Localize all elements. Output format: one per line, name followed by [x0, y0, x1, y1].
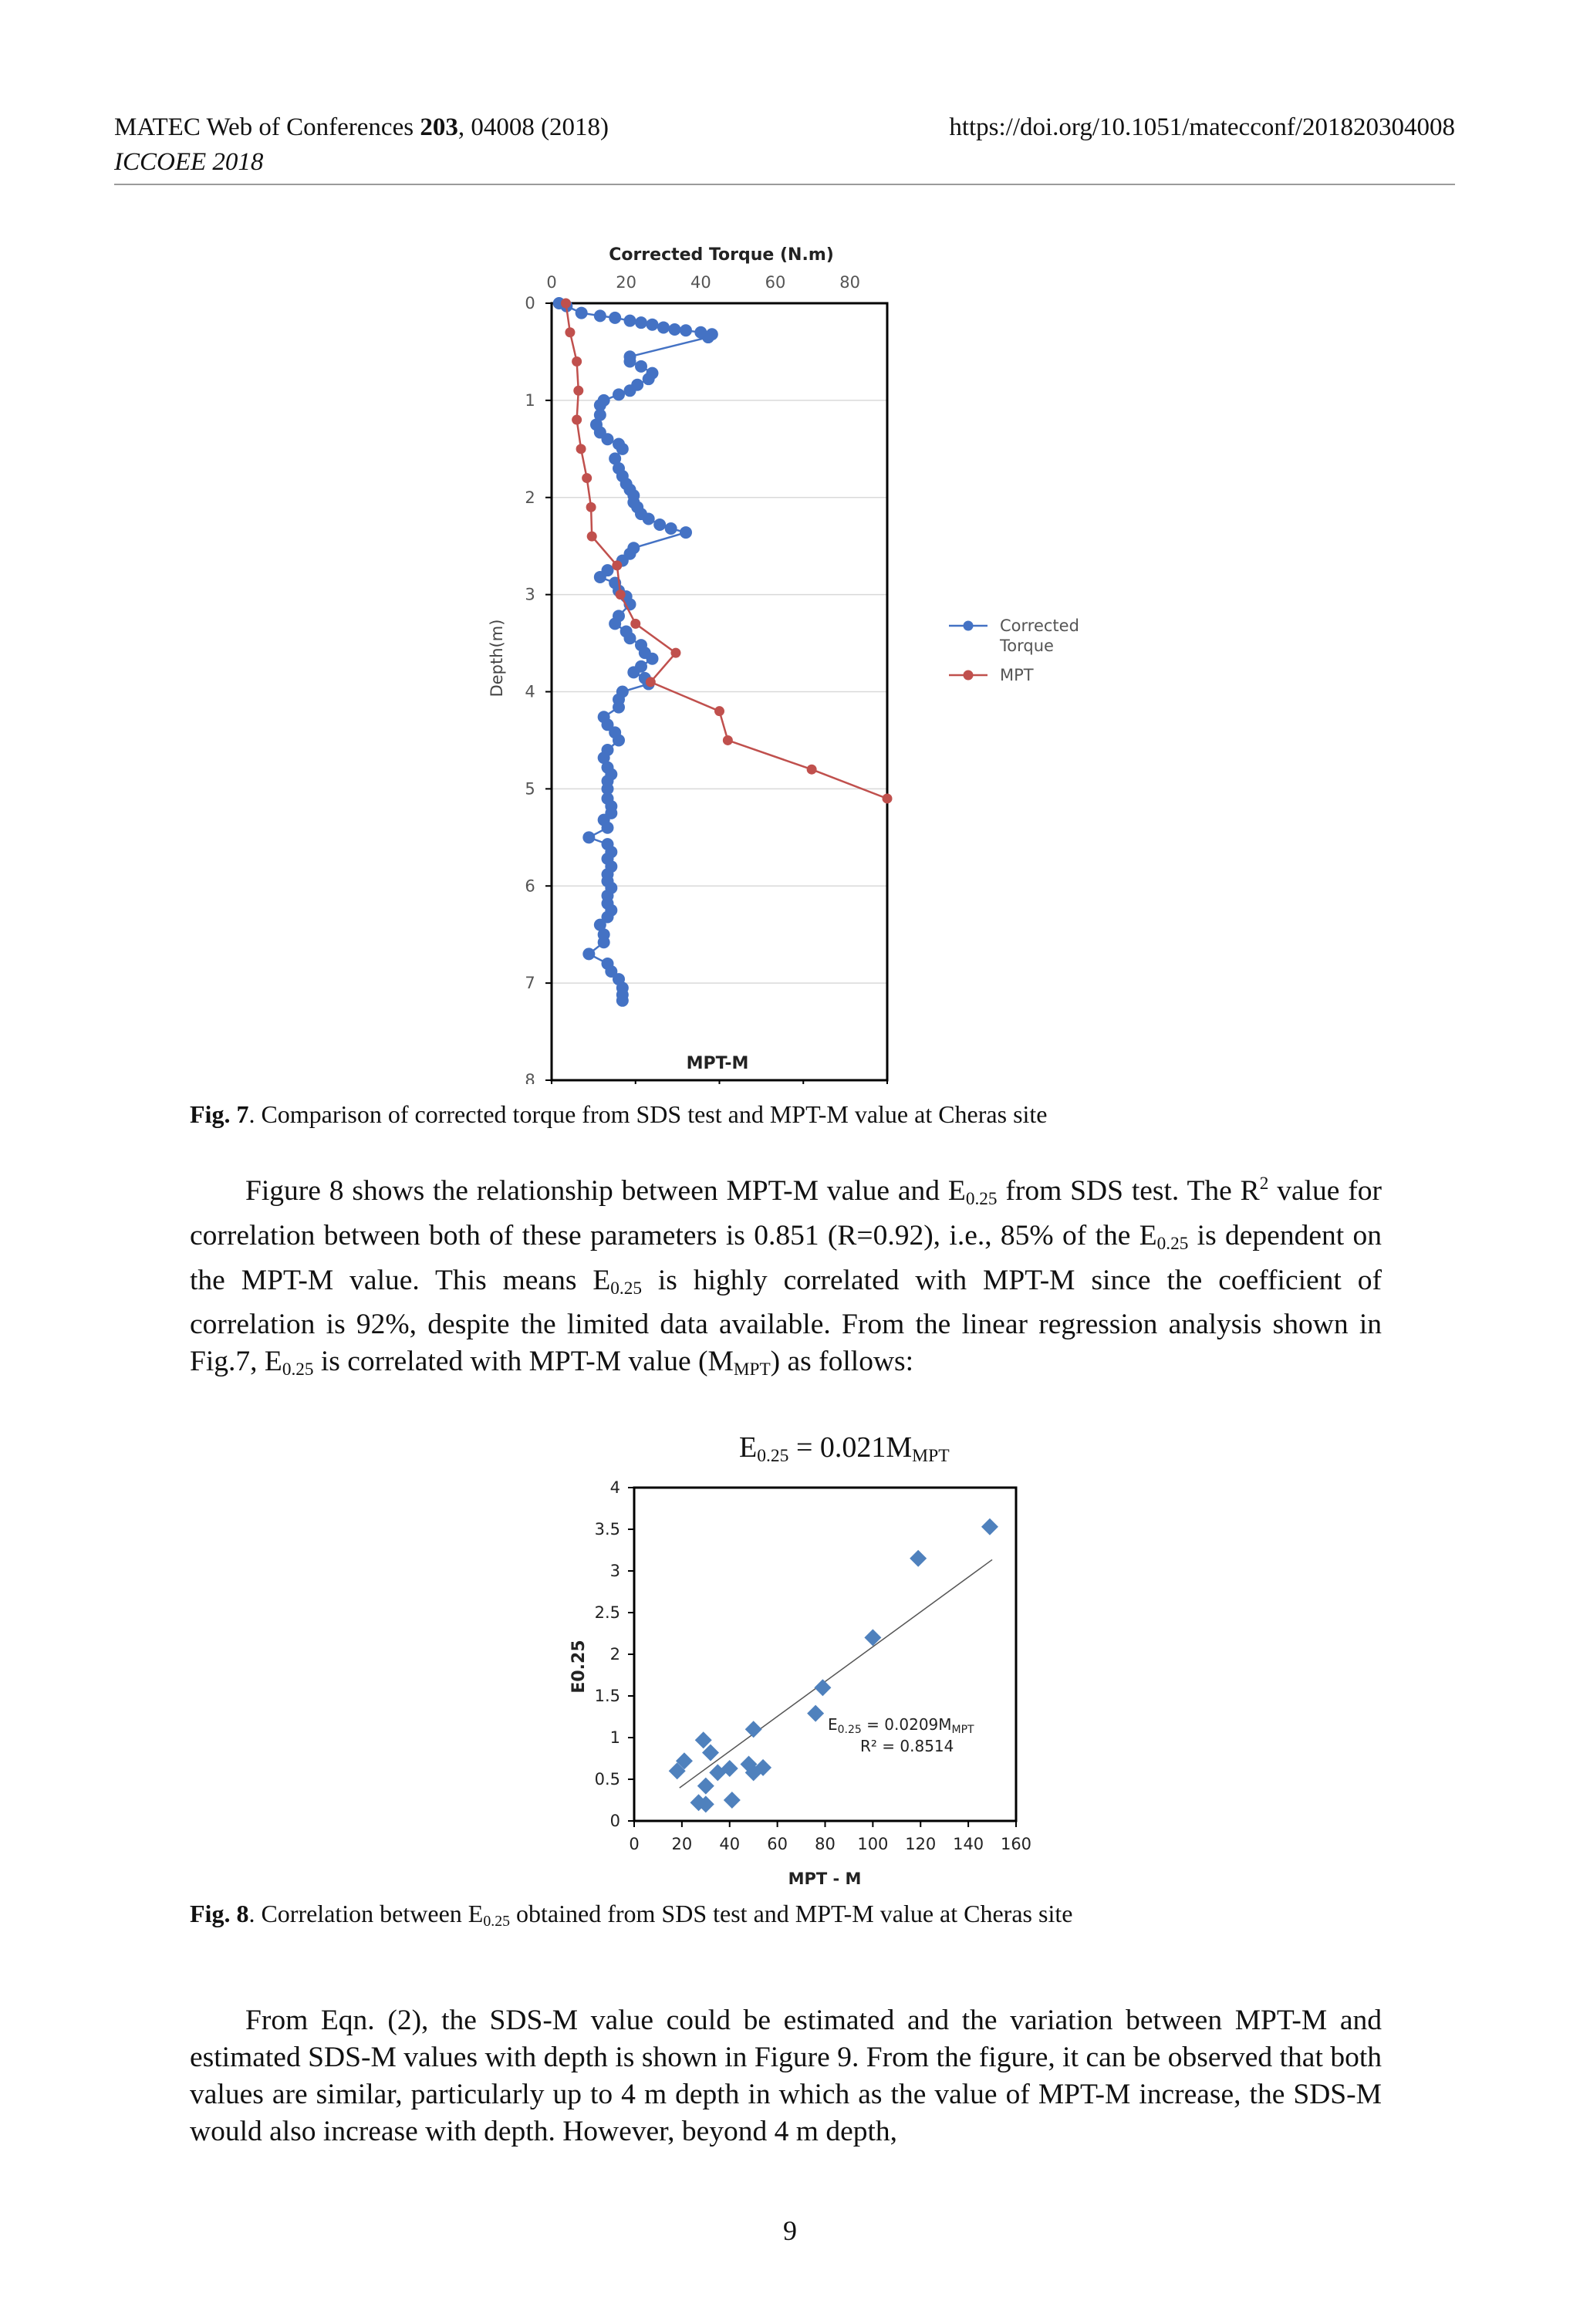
fig7-torque-point [613, 701, 625, 714]
fig7-mpt-point [807, 765, 817, 775]
fig8-x-tick-label: 140 [953, 1835, 984, 1853]
fig7-torque-line [559, 303, 712, 1001]
fig8-tick-labels [595, 1478, 1031, 1853]
fig8-y-tick-label: 3 [609, 1562, 620, 1580]
fig7-torque-point [594, 571, 606, 583]
figure-7 [478, 235, 1126, 1088]
fig8-y-tick-label: 3.5 [594, 1520, 620, 1539]
fig7-torque-point [609, 617, 621, 630]
fig7-torque-point [576, 307, 588, 319]
fig7-torque-point [669, 323, 681, 336]
fig7-top-axis-title: Corrected Torque (N.m) [609, 245, 834, 265]
fig7-torque-point [624, 315, 636, 327]
fig7-mpt-line [566, 303, 888, 799]
fig7-torque-point [647, 319, 659, 331]
fig7-mpt-point [723, 735, 733, 745]
fig7-y-tick-label: 2 [525, 488, 535, 507]
fig7-mpt-point [572, 415, 582, 425]
fig7-torque-point [702, 331, 714, 343]
fig8-x-tick-label: 0 [629, 1835, 640, 1853]
fig7-legend-label: MPT [1000, 666, 1034, 684]
fig8-y-tick-label: 0.5 [594, 1770, 620, 1789]
fig7-torque-point [624, 356, 636, 368]
fig7-mpt-point [883, 793, 893, 803]
fig8-x-tick-label: 20 [671, 1835, 693, 1853]
fig7-series-group [553, 297, 893, 1007]
fig7-torque-point [680, 324, 692, 336]
fig7-y-axis-title: Depth(m) [488, 619, 506, 698]
page-number: 9 [783, 2215, 797, 2246]
fig7-mpt-point [573, 386, 583, 396]
doi-link[interactable]: https://doi.org/10.1051/matecconf/201820304008 [949, 113, 1455, 141]
fig8-data-point [745, 1721, 762, 1738]
fig8-caption: Fig. 8. Correlation between $E_{0.25}$ obtained from SDS test and MPT-M value at Cheras site [190, 1900, 1073, 1930]
fig7-top-tick-label: 60 [765, 273, 786, 292]
fig7-top-tick-label: 40 [690, 273, 711, 292]
fig7-caption: Fig. 7. Comparison of corrected torque from SDS test and MPT-M value at Cheras site [190, 1100, 1048, 1128]
fig7-y-tick-label: 1 [525, 390, 535, 410]
fig8-y-tick-label: 1 [609, 1728, 620, 1747]
fig8-data-point [864, 1629, 881, 1646]
fig8-data-point [814, 1679, 831, 1696]
fig7-torque-point [680, 526, 692, 539]
fig7-torque-point [616, 995, 629, 1007]
fig7-mpt-point [646, 677, 656, 687]
fig7-torque-point [627, 666, 640, 678]
fig8-y-axis-title: E0.25 [569, 1640, 589, 1694]
fig7-torque-point [613, 734, 625, 746]
fig8-x-tick-label: 160 [1000, 1835, 1032, 1853]
equation-2: $E_{0.25} = 0.021M_{MPT}$ [739, 1431, 950, 1466]
fig7-legend [949, 616, 1079, 684]
fig7-bottom-axis-title: MPT-M [686, 1054, 749, 1073]
fig7-torque-point [653, 519, 666, 531]
fig8-data-point [807, 1705, 824, 1722]
fig8-x-tick-label: 120 [905, 1835, 937, 1853]
fig7-legend-marker [964, 671, 974, 681]
fig7-torque-point [602, 433, 614, 445]
fig7-y-tick-label: 4 [525, 682, 535, 701]
paragraph-1: Figure 8 shows the relationship between MPT-M value and $E_{0.25}$ from SDS test. The $R^2$ value for correlation between both of these parameters is 0.851 (R=0.92), i.e., 85% of the $E_{0.25}$ is dependent on the MPT-M value. This means $E_{0.25}$ is highly correlated with MPT-M since the coefficient of correlation is 92%, despite the limited data available. From the linear regression analysis shown in Fig.7, $E_{0.25}$ is correlated with MPT-M value $(M_{MPT})$ as follows: [190, 1174, 1382, 1380]
running-header-conference: ICCOEE 2018 [114, 148, 264, 176]
fig7-mpt-point [565, 327, 575, 337]
fig8-data-point [697, 1778, 714, 1795]
fig7-mpt-point [616, 589, 626, 600]
fig7-mpt-point [714, 706, 724, 716]
header-rule [114, 184, 1455, 185]
fig8-data-point [910, 1550, 927, 1567]
fig8-data-point [981, 1518, 998, 1535]
fig7-mpt-point [587, 532, 597, 542]
fig8-equation-annotation: $E_{0.25} = 0.0209M_{MPT}$ [828, 1715, 974, 1736]
fig8-points-group [669, 1518, 998, 1813]
figure-8 [552, 1466, 1045, 1902]
fig7-mpt-point [561, 299, 571, 309]
fig7-mpt-point [612, 560, 622, 570]
fig7-y-tick-label: 8 [525, 1071, 535, 1084]
fig7-mpt-point [576, 444, 586, 454]
fig7-y-tick-label: 6 [525, 877, 535, 896]
fig8-y-tick-label: 1.5 [594, 1687, 620, 1705]
fig7-torque-point [594, 309, 606, 322]
fig8-x-tick-label: 40 [719, 1835, 741, 1853]
fig8-y-tick-label: 4 [609, 1478, 620, 1497]
fig7-torque-point [624, 632, 636, 644]
fig7-torque-point [665, 522, 677, 535]
fig7-mpt-point [572, 356, 582, 367]
fig7-mpt-point [582, 473, 592, 483]
fig7-torque-point [613, 388, 625, 400]
fig7-top-tick-label: 0 [546, 273, 557, 292]
fig7-mpt-point [670, 648, 680, 658]
fig8-y-tick-label: 0 [609, 1812, 620, 1830]
fig7-y-tick-label: 3 [525, 585, 535, 604]
fig7-torque-point [647, 653, 659, 665]
fig7-legend-marker [964, 621, 974, 631]
fig7-mpt-point [586, 502, 596, 512]
fig8-y-tick-label: 2.5 [594, 1603, 620, 1622]
fig7-torque-point [598, 936, 610, 948]
fig7-torque-point [624, 384, 636, 397]
fig8-x-tick-label: 60 [767, 1835, 788, 1853]
fig7-chart [478, 235, 1126, 1084]
fig7-torque-point [616, 443, 629, 455]
fig7-torque-point [643, 512, 655, 525]
fig8-data-point [724, 1792, 741, 1809]
paragraph-2: From Eqn. (2), the SDS-M value could be estimated and the variation between MPT-M and estimated SDS-M values with depth is shown in Figure 9. From the figure, it can be observed that both values are similar, particularly up to 4 m depth in which as the value of MPT-M increase, the SDS-M would also increase with depth. However, beyond 4 m depth, [190, 2005, 1382, 2147]
fig7-torque-point [582, 831, 595, 843]
fig7-mpt-point [630, 619, 640, 629]
fig7-torque-point [657, 321, 670, 333]
running-header-journal: MATEC Web of Conferences 203, 04008 (2018) [114, 113, 609, 141]
fig8-x-tick-label: 80 [815, 1835, 836, 1853]
fig7-y-tick-label: 7 [525, 974, 535, 993]
fig7-torque-point [582, 948, 595, 960]
fig7-y-tick-label: 0 [525, 294, 535, 312]
fig7-y-tick-label: 5 [525, 779, 535, 799]
fig7-torque-point [602, 822, 614, 834]
fig7-torque-point [635, 316, 647, 329]
fig8-x-tick-label: 100 [857, 1835, 889, 1853]
fig8-y-tick-label: 2 [609, 1645, 620, 1664]
fig7-torque-point [643, 373, 655, 385]
fig8-r2-annotation: R² = 0.8514 [860, 1737, 954, 1755]
fig7-torque-point [609, 312, 621, 324]
fig7-top-tick-label: 80 [839, 273, 861, 292]
fig7-tick-labels [525, 273, 903, 1084]
fig7-torque-point [635, 360, 647, 373]
fig7-legend-label: Torque [1000, 637, 1054, 655]
fig7-legend-label: Corrected [1000, 616, 1079, 635]
fig8-chart [552, 1466, 1045, 1898]
fig8-x-axis-title: MPT - M [788, 1870, 862, 1888]
fig8-plot-area-border [634, 1488, 1016, 1821]
fig7-top-tick-label: 20 [616, 273, 637, 292]
